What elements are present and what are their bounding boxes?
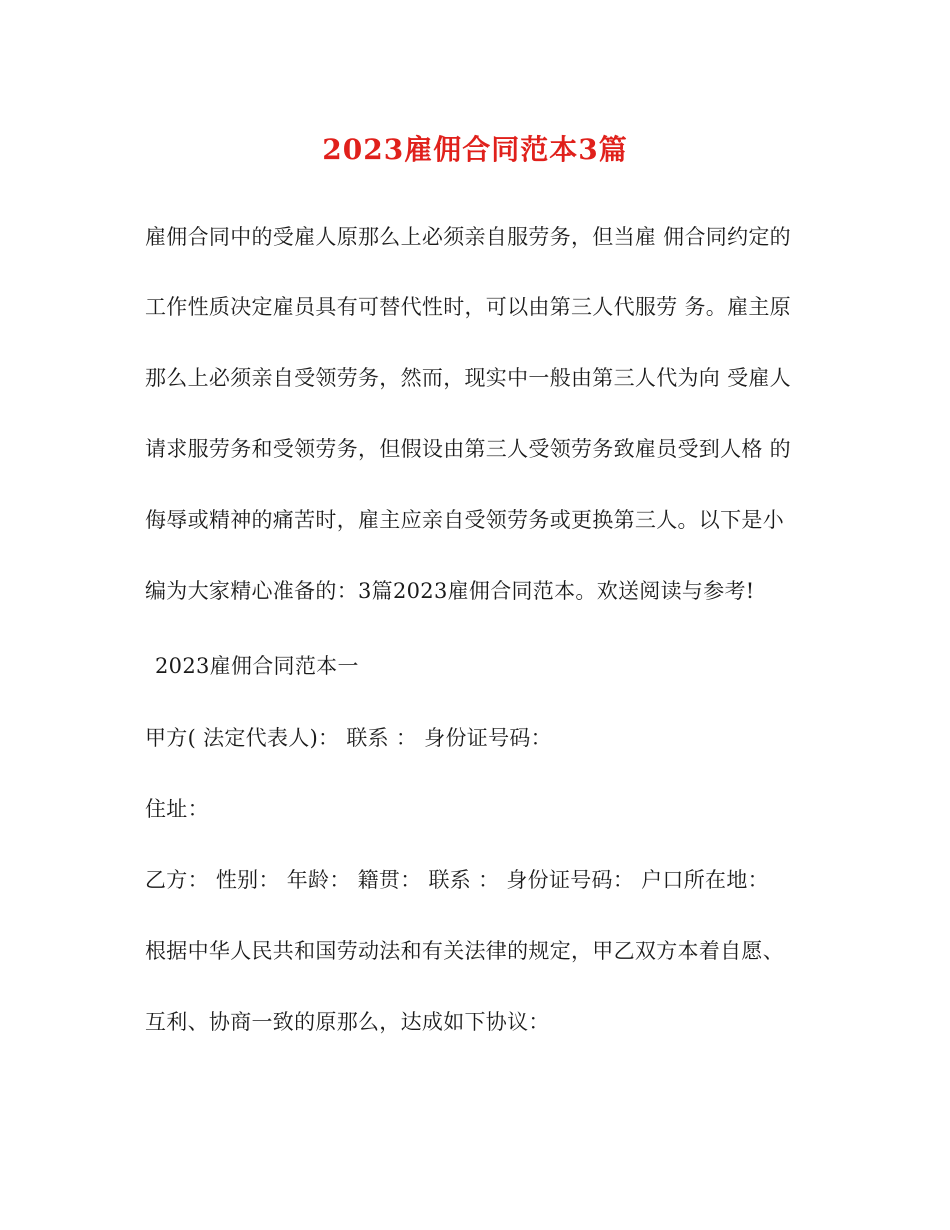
party-a-line: 甲方( 法定代表人)： 联系 ： 身份证号码： <box>145 726 552 750</box>
intro-line: 编为大家精心准备的：3篇2023雇佣合同范本。欢送阅读与参考! <box>145 579 755 603</box>
intro-line: 雇佣合同中的受雇人原那么上必须亲自服劳务，但当雇 佣合同约定的 <box>145 225 791 249</box>
basis-line: 根据中华人民共和国劳动法和有关法律的规定，甲乙双方本着自愿、 <box>145 939 784 963</box>
intro-line: 工作性质决定雇员具有可替代性时，可以由第三人代服劳 务。雇主原 <box>145 295 791 319</box>
document-title: 2023雇佣合同范本3篇 <box>322 133 628 166</box>
section-heading: 2023雇佣合同范本一 <box>155 654 359 678</box>
party-b-line: 乙方： 性别： 年龄： 籍贯： 联系 ： 身份证号码： 户口所在地： <box>145 868 769 892</box>
intro-line: 请求服劳务和受领劳务，但假设由第三人受领劳务致雇员受到人格 的 <box>145 437 791 461</box>
basis-line: 互利、协商一致的原那么，达成如下协议： <box>145 1010 550 1034</box>
intro-line: 侮辱或精神的痛苦时，雇主应亲自受领劳务或更换第三人。以下是小 <box>145 508 784 532</box>
intro-line: 那么上必须亲自受领劳务，然而，现实中一般由第三人代为向 受雇人 <box>145 366 791 390</box>
address-line: 住址： <box>145 797 209 821</box>
